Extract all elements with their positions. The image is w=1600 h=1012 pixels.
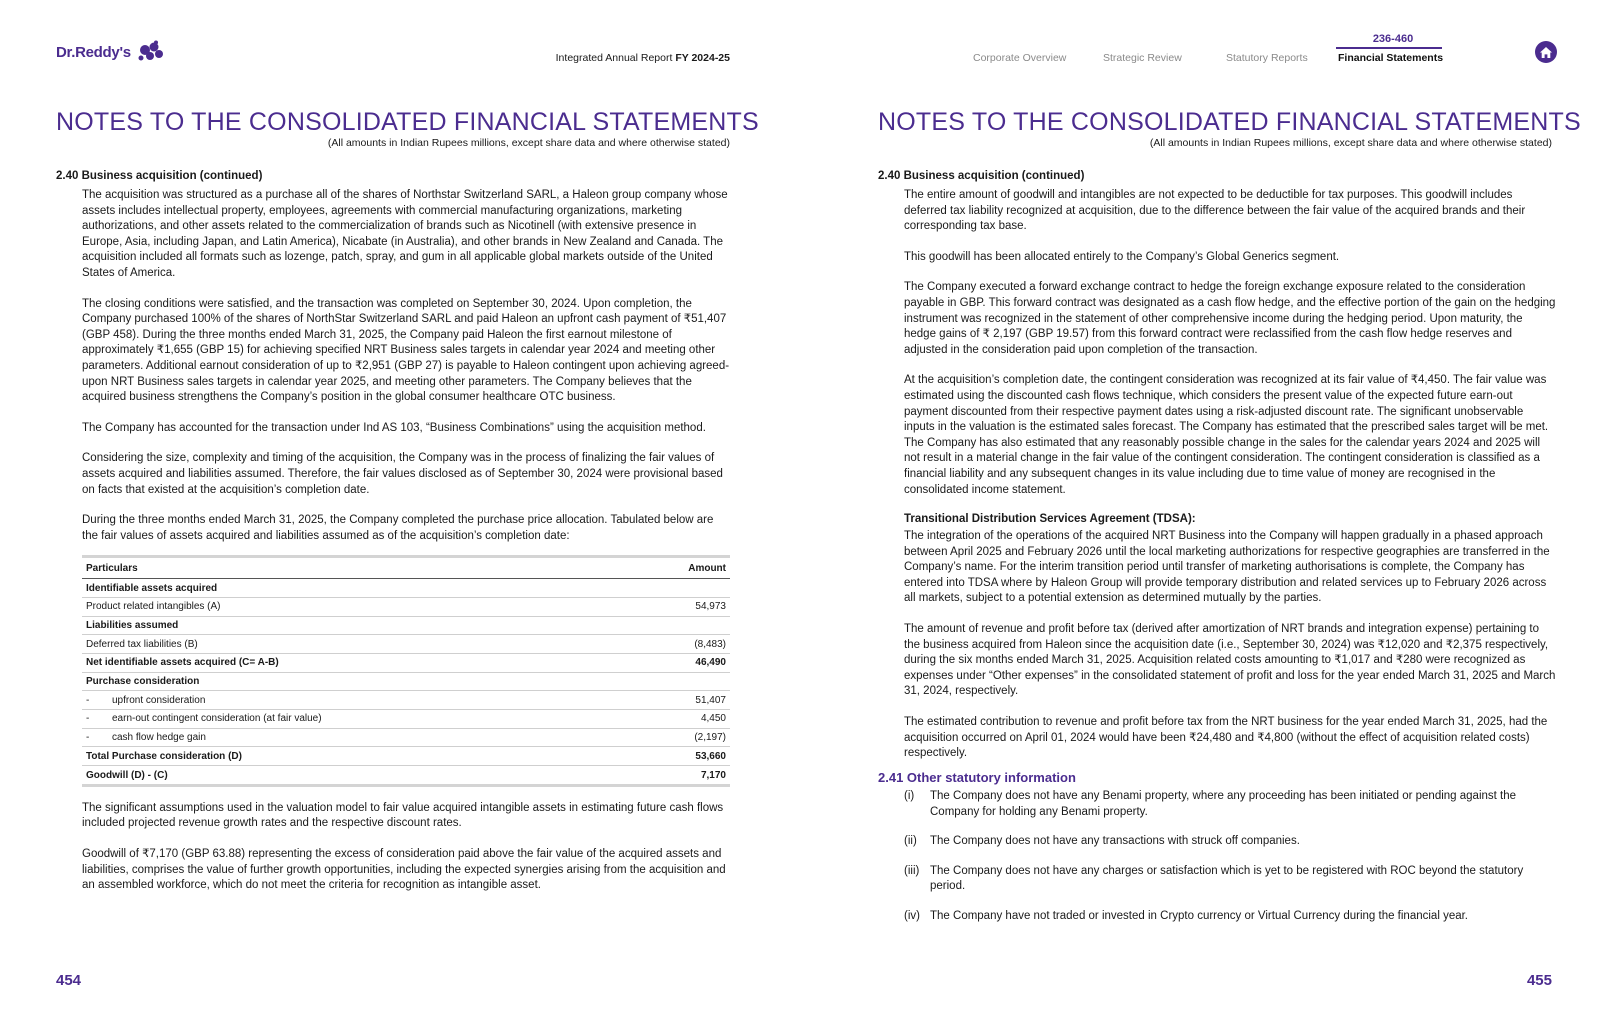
page-title-right: NOTES TO THE CONSOLIDATED FINANCIAL STATEMENTS	[878, 108, 1581, 136]
logo-text: Dr.Reddy's	[56, 43, 131, 61]
paragraph: The integration of the operations of the acquired NRT Business into the Company will happen gradually in a phased approach between April 2025 and February 2026 until the local marketing authorizations for respective geographies are transferred in the Company’s name. For the interim transition period until transfer of marketing authorisations is complete, the Company has entered into TDSA where by Haleon Group will provide temporary distribution and related services up to February 2026 across all markets, subject to a potential extension as determined mutually by the parties.	[904, 530, 1550, 605]
nav-corporate-overview[interactable]: Corporate Overview	[973, 52, 1067, 64]
subtitle-left: (All amounts in Indian Rupees millions, except share data and where otherwise stated)	[327, 137, 730, 149]
table-row: - cash flow hedge gain (2,197)	[82, 728, 730, 747]
table-row: Liabilities assumed	[82, 616, 730, 635]
paragraph: The significant assumptions used in the valuation model to fair value acquired intangible assets in estimating future cash flows included projected revenue growth rates and the respective discount rates.	[82, 801, 724, 830]
list-item: (iii) The Company does not have any charges or satisfaction which is yet to be registered with ROC beyond the statutory period.	[904, 864, 1524, 893]
list-item: (ii) The Company does not have any transactions with struck off companies.	[904, 835, 1300, 848]
left-body	[82, 188, 732, 894]
nav-strategic-review[interactable]: Strategic Review	[1103, 52, 1182, 64]
right-body	[904, 188, 1556, 762]
nav-statutory-reports[interactable]: Statutory Reports	[1226, 52, 1308, 64]
table-row: Deferred tax liabilities (B) (8,483)	[82, 635, 730, 654]
paragraph: The closing conditions were satisfied, and the transaction was completed on September 30, 2024. Upon completion, the Company purchased 100% of the shares of NorthStar Switzerland SARL and paid Haleon an upfront cash payment of ₹51,407 (GBP 458). During the three months ended March 31, 2025, the Company paid Haleon the first earnout milestone of approximately ₹1,655 (GBP 15) for achieving specified NRT Business sales targets in calendar year 2024 and meeting other parameters. Additional earnout consideration of up to ₹2,951 (GBP 27) is payable to Haleon contingent upon achieving agreed-upon NRT Business sales targets in calendar year 2025, and meeting other parameters. The Company believes that the acquired business strengthens the Company’s position in the global consumer healthcare OTC business.	[82, 297, 730, 404]
table-row: Total Purchase consideration (D) 53,660	[82, 747, 730, 766]
active-nav-underline	[1336, 47, 1442, 49]
paragraph: This goodwill has been allocated entirely to the Company’s Global Generics segment.	[904, 250, 1340, 263]
logo-mark-icon	[135, 40, 165, 64]
subtitle-right: (All amounts in Indian Rupees millions, except share data and where otherwise stated)	[1149, 137, 1552, 149]
home-icon	[1539, 46, 1553, 59]
paragraph: Considering the size, complexity and timing of the acquisition, the Company was in the process of finalizing the fair values of assets acquired and liabilities assumed. Therefore, the fair values disclosed as of September 30, 2024 were provisional based on facts that existed at the acquisition’s completion date.	[82, 452, 723, 496]
report-title: Integrated Annual Report FY 2024-25	[555, 52, 730, 64]
col-amount: Amount	[602, 557, 730, 579]
nav-financial-statements[interactable]: Financial Statements	[1338, 52, 1444, 64]
statutory-heading: 2.41 Other statutory information	[878, 770, 1076, 785]
tdsa-heading: Transitional Distribution Services Agreement (TDSA):	[904, 513, 1196, 526]
col-particulars: Particulars	[82, 557, 602, 579]
home-button[interactable]	[1535, 41, 1557, 63]
section-heading-left: 2.40 Business acquisition (continued)	[56, 170, 263, 182]
list-item: (iv) The Company have not traded or invested in Crypto currency or Virtual Currency during the financial year.	[904, 909, 1469, 922]
table-row: Identifiable assets acquired	[82, 579, 730, 598]
table-row: Purchase consideration	[82, 672, 730, 691]
list-item: (i) The Company does not have any Benami property, where any proceeding has been initiated or pending against the Company for holding any Benami property.	[904, 790, 1517, 818]
table-row: Goodwill (D) - (C) 7,170	[82, 766, 730, 786]
page-title-left: NOTES TO THE CONSOLIDATED FINANCIAL STATEMENTS	[56, 108, 759, 136]
paragraph: During the three months ended March 31, 2025, the Company completed the purchase price allocation. Tabulated below are the fair values of assets acquired and liabilities assumed as of the acquisition’s completion date:	[82, 514, 714, 542]
paragraph: The estimated contribution to revenue and profit before tax from the NRT business for the year ended March 31, 2025, had the acquisition occurred on April 01, 2024 would have been ₹24,480 and ₹4,800 (without the effect of acquisition related costs) respectively.	[904, 716, 1548, 760]
section-heading-right: 2.40 Business acquisition (continued)	[878, 170, 1085, 182]
statutory-list	[904, 789, 1556, 925]
page-range: 236-460	[1372, 33, 1414, 45]
table-header-row	[82, 557, 730, 579]
paragraph: The Company has accounted for the transaction under Ind AS 103, “Business Combinations” using the acquisition method.	[82, 421, 706, 434]
paragraph: The entire amount of goodwill and intangibles are not expected to be deductible for tax purposes. This goodwill includes deferred tax liability recognized at acquisition, due to the difference between the fair value of the acquired brands and their corresponding tax base.	[904, 189, 1526, 233]
paragraph: Goodwill of ₹7,170 (GBP 63.88) representing the excess of consideration paid above the fair value of the acquired assets and liabilities, comprises the value of further growth opportunities, including the expected synergies arising from the acquisition and an assembled workforce, which do not meet the criteria for recognition as intangible asset.	[82, 848, 726, 892]
paragraph: The acquisition was structured as a purchase all of the shares of Northstar Switzerland SARL, a Haleon group company whose assets includes intellectual property, employees, agreements with commercial manufacturing organizations, marketing authorizations, and other assets related to the commercialization of brands such as Nicotinell (with extensive presence in Europe, Asia, including Japan, and Latin America), Nicabate (in Australia), and other brands in New Zealand and Canada. The acquisition included all formats such as lozenge, patch, spray, and gum in all applicable global markets outside of the United States of America.	[82, 189, 728, 279]
table-row: - earn-out contingent consideration (at fair value) 4,450	[82, 710, 730, 729]
fair-value-table	[82, 555, 730, 787]
paragraph: The Company executed a forward exchange contract to hedge the foreign exchange exposure related to the consideration payable in GBP. This forward contract was designated as a cash flow hedge, and the effective portion of the gain on the hedging instrument was recognized in the statement of other comprehensive income during the hedging period. Upon maturity, the hedge gains of ₹ 2,197 (GBP 19.57) from this forward contract were reclassified from the cash flow hedge reserves and adjusted in the consideration paid upon completion of the transaction.	[904, 281, 1556, 356]
paragraph: At the acquisition’s completion date, the contingent consideration was recognized at its fair value of ₹4,450. The fair value was estimated using the discounted cash flows technique, which considers the present value of the expected future earn-out payment discounted from their respective payment dates using a risk-adjusted discount rate. The significant unobservable inputs in the valuation is the estimated sales forecast. The Company has estimated that the prescribed sales target will be met. The Company has also estimated that any reasonably possible change in the sales for the calendar years 2024 and 2025 will not result in a material change in the fair value of the contingent consideration. The contingent consideration is classified as a financial liability and any subsequent changes in its value including due to time value of money are recognised in the consolidated income statement.	[904, 374, 1549, 496]
page-number-right: 455	[1526, 972, 1552, 989]
table-row: - upfront consideration 51,407	[82, 691, 730, 710]
page-number-left: 454	[56, 972, 82, 989]
table-row: Net identifiable assets acquired (C= A-B) 46,490	[82, 654, 730, 673]
table-row: Product related intangibles (A) 54,973	[82, 597, 730, 616]
paragraph: The amount of revenue and profit before tax (derived after amortization of NRT brands and integration expense) pertaining to the business acquired from Haleon since the acquisition date (i.e., September 30, 2024) was ₹12,020 and ₹2,375 respectively, during the six months ended March 31, 2025. Acquisition related costs amounting to ₹1,017 and ₹280 were recognized as expenses under “Other expenses” in the consolidated statement of profit and loss for the year ended March 31, 2025 and March 31, 2024, respectively.	[904, 623, 1556, 698]
company-logo	[56, 40, 165, 64]
